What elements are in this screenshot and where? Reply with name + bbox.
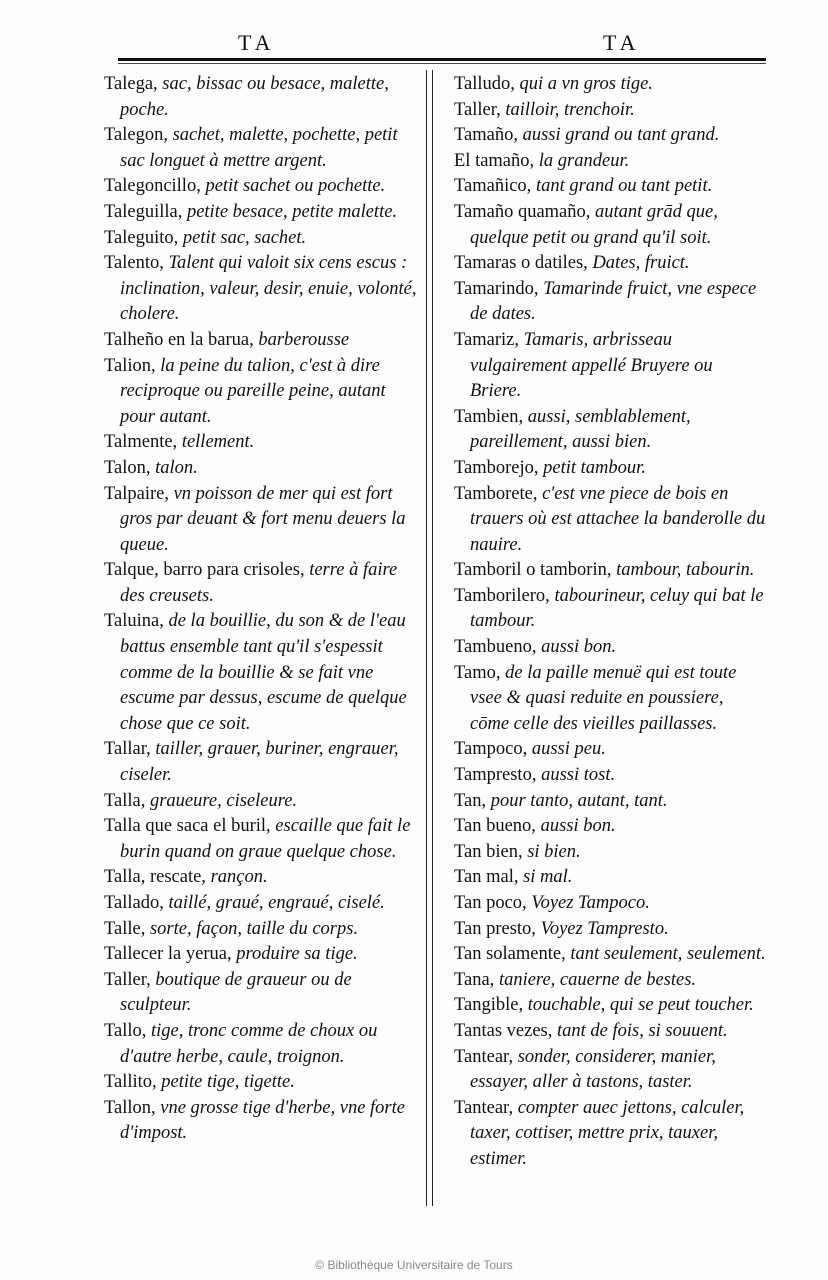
entry-definition: boutique de graueur ou de sculpteur. bbox=[120, 969, 352, 1016]
header-rule-thin bbox=[118, 63, 766, 64]
entry-headword: Talon, bbox=[104, 457, 151, 478]
dictionary-entry bbox=[454, 1019, 766, 1045]
entry-definition: tambour, tabourin. bbox=[611, 560, 755, 581]
dictionary-entry bbox=[104, 482, 420, 559]
entry-headword: Tan bueno, bbox=[454, 816, 536, 837]
entry-headword: Talla, rescate, bbox=[104, 867, 206, 888]
entry-headword: Tambueno, bbox=[454, 637, 537, 658]
entry-headword: Tallon, bbox=[104, 1097, 156, 1118]
dictionary-entry bbox=[104, 609, 420, 737]
entry-definition: Voyez Tampresto. bbox=[535, 918, 669, 939]
entry-headword: Taller, bbox=[454, 99, 501, 120]
dictionary-entry bbox=[104, 891, 420, 917]
entry-definition: produire sa tige. bbox=[231, 944, 358, 965]
dictionary-entry bbox=[454, 558, 766, 584]
dictionary-entry bbox=[104, 1096, 420, 1147]
dictionary-entry bbox=[104, 174, 420, 200]
entry-headword: Talegon, bbox=[104, 125, 168, 146]
dictionary-entry bbox=[454, 814, 766, 840]
dictionary-entry bbox=[454, 405, 766, 456]
entry-headword: Taleguito, bbox=[104, 227, 179, 248]
entry-headword: Tangible, bbox=[454, 995, 524, 1016]
entry-definition: aussi peu. bbox=[527, 739, 606, 760]
entry-headword: Tamaras o datiles, bbox=[454, 253, 588, 274]
dictionary-entry bbox=[454, 968, 766, 994]
entry-headword: Tan presto, bbox=[454, 918, 536, 939]
dictionary-entry bbox=[454, 661, 766, 738]
entry-headword: Talega, bbox=[104, 74, 158, 94]
entry-definition: Voyez Tampoco. bbox=[526, 893, 650, 913]
entry-definition: si mal. bbox=[518, 867, 573, 888]
entry-headword: Talion, bbox=[104, 355, 156, 376]
entry-definition: petite besace, petite malette. bbox=[182, 201, 398, 222]
running-header bbox=[118, 28, 766, 58]
entry-headword: Tallar, bbox=[104, 739, 151, 760]
entry-definition: pour tanto, autant, tant. bbox=[486, 790, 668, 811]
entry-headword: Taleguilla, bbox=[104, 201, 183, 222]
entry-definition: aussi grand ou tant grand. bbox=[517, 125, 720, 146]
entry-headword: Talheño en la barua, bbox=[104, 329, 254, 350]
entry-definition: vn poisson de mer qui est fort gros par deuant & fort menu deuers la queue. bbox=[120, 483, 406, 555]
dictionary-entry bbox=[104, 1070, 420, 1096]
dictionary-entry bbox=[104, 1019, 420, 1070]
dictionary-entry bbox=[454, 328, 766, 405]
entry-headword: Tamborilero, bbox=[454, 585, 550, 606]
entry-definition: aussi bon. bbox=[536, 637, 617, 658]
dictionary-entry bbox=[104, 942, 420, 968]
entry-headword: Talegoncillo, bbox=[104, 176, 201, 197]
entry-headword: Tantas vezes, bbox=[454, 1020, 553, 1041]
entry-definition: c'est vne piece de bois en trauers où est attachee la banderolle du nauire. bbox=[470, 483, 766, 555]
entry-definition: sachet, malette, pochette, petit sac longuet à mettre argent. bbox=[120, 125, 398, 171]
dictionary-entry bbox=[104, 200, 420, 226]
entry-definition: petit tambour. bbox=[538, 457, 646, 478]
dictionary-entry bbox=[454, 789, 766, 815]
dictionary-entry bbox=[104, 226, 420, 252]
dictionary-entry bbox=[454, 1096, 766, 1173]
entry-headword: Tallado, bbox=[104, 893, 164, 913]
left-column bbox=[104, 72, 420, 1147]
entry-headword: Taller, bbox=[104, 969, 151, 990]
entry-definition: Talent qui valoit six cens escus : inclination, valeur, desir, enuie, volonté, cholere. bbox=[120, 253, 417, 325]
entry-definition: tige, tronc comme de choux ou d'autre herbe, caule, troignon. bbox=[120, 1020, 378, 1067]
dictionary-entry bbox=[454, 1045, 766, 1096]
entry-definition: de la bouillie, du son & de l'eau battus ensemble tant qu'il s'espessit comme de la bouillie & se fait vne escume par dessus, escume de quelque chose que ce soit. bbox=[120, 611, 407, 734]
entry-definition: petite tige, tigette. bbox=[156, 1072, 295, 1093]
entry-definition: la peine du talion, c'est à dire reciproque ou pareille peine, autant pour autant. bbox=[120, 355, 386, 427]
entry-definition: si bien. bbox=[522, 841, 581, 862]
entry-headword: Tallecer la yerua, bbox=[104, 944, 232, 965]
column-divider bbox=[426, 70, 433, 1206]
entry-definition: tabourineur, celuy qui bat le tambour. bbox=[470, 585, 764, 632]
entry-definition: aussi bon. bbox=[535, 816, 616, 837]
entry-definition: taillé, graué, engraué, ciselé. bbox=[163, 893, 385, 913]
dictionary-entry bbox=[454, 174, 766, 200]
dictionary-entry bbox=[104, 789, 420, 815]
entry-definition: sorte, façon, taille du corps. bbox=[145, 918, 359, 939]
dictionary-entry bbox=[104, 72, 420, 123]
entry-headword: El tamaño, bbox=[454, 150, 535, 171]
entry-definition: tant de fois, si souuent. bbox=[552, 1020, 728, 1041]
entry-definition: Dates, fruict. bbox=[587, 253, 690, 274]
entry-definition: Tamarinde fruict, vne espece de dates. bbox=[470, 278, 757, 325]
entry-definition: tant grand ou tant petit. bbox=[531, 176, 713, 197]
entry-definition: escaille que fait le burin quand on graue quelque chose. bbox=[120, 816, 411, 862]
dictionary-entry bbox=[104, 917, 420, 943]
entry-definition: terre à faire des creusets. bbox=[120, 560, 398, 606]
dictionary-entry bbox=[454, 993, 766, 1019]
entry-headword: Tampresto, bbox=[454, 765, 537, 786]
entry-definition: tailler, grauer, buriner, engrauer, ciseler. bbox=[120, 739, 399, 786]
entry-headword: Tamaño, bbox=[454, 125, 518, 146]
right-column bbox=[454, 72, 766, 1173]
entry-headword: Tan poco, bbox=[454, 893, 527, 913]
entry-definition: touchable, qui se peut toucher. bbox=[523, 995, 754, 1016]
dictionary-entry bbox=[454, 942, 766, 968]
dictionary-entry bbox=[454, 917, 766, 943]
entry-definition: sonder, considerer, manier, essayer, aller à tastons, taster. bbox=[470, 1046, 716, 1093]
entry-headword: Tan, bbox=[454, 790, 487, 811]
entry-headword: Tallito, bbox=[104, 1072, 157, 1093]
entry-definition: aussi tost. bbox=[536, 765, 616, 786]
entry-headword: Tambien, bbox=[454, 406, 524, 427]
dictionary-entry bbox=[454, 72, 766, 98]
entry-headword: Tan mal, bbox=[454, 867, 519, 888]
dictionary-entry bbox=[454, 277, 766, 328]
dictionary-entry bbox=[104, 968, 420, 1019]
entry-definition: tellement. bbox=[177, 432, 255, 453]
dictionary-entry bbox=[104, 328, 420, 354]
header-right: TA bbox=[603, 30, 641, 55]
entry-definition: rançon. bbox=[205, 867, 268, 888]
entry-headword: Tamo, bbox=[454, 662, 501, 683]
entry-headword: Tana, bbox=[454, 969, 495, 990]
dictionary-entry bbox=[454, 584, 766, 635]
entry-headword: Tan solamente, bbox=[454, 944, 566, 965]
entry-definition: compter auec jettons, calculer, taxer, cottiser, mettre prix, tauxer, estimer. bbox=[470, 1097, 745, 1169]
dictionary-entry bbox=[454, 251, 766, 277]
entry-headword: Tallo, bbox=[104, 1020, 147, 1041]
entry-headword: Tantear, bbox=[454, 1046, 514, 1067]
entry-definition: la grandeur. bbox=[534, 150, 630, 171]
dictionary-entry bbox=[104, 430, 420, 456]
dictionary-entry bbox=[104, 456, 420, 482]
dictionary-entry bbox=[104, 354, 420, 431]
entry-definition: barberousse bbox=[253, 329, 350, 350]
dictionary-entry bbox=[104, 558, 420, 609]
entry-headword: Tamborete, bbox=[454, 483, 538, 504]
entry-headword: Talque, barro para crisoles, bbox=[104, 560, 305, 581]
entry-definition: tant seulement, seulement. bbox=[565, 944, 766, 965]
entry-definition: talon. bbox=[150, 457, 198, 478]
entry-definition: tailloir, trenchoir. bbox=[500, 99, 635, 120]
dictionary-entry bbox=[104, 865, 420, 891]
header-rule bbox=[118, 58, 766, 61]
entry-headword: Tantear, bbox=[454, 1097, 514, 1118]
entry-headword: Talle, bbox=[104, 918, 146, 939]
entry-definition: aussi, semblablement, pareillement, aussi bien. bbox=[470, 406, 691, 453]
entry-headword: Talpaire, bbox=[104, 483, 169, 504]
entry-definition: sac, bissac ou besace, malette, poche. bbox=[120, 74, 389, 120]
dictionary-entry bbox=[104, 814, 420, 865]
entry-definition: qui a vn gros tige. bbox=[514, 74, 653, 94]
entry-headword: Talento, bbox=[104, 253, 164, 274]
entry-headword: Tamaño quamaño, bbox=[454, 201, 591, 222]
dictionary-entry bbox=[454, 456, 766, 482]
library-credit: © Bibliothèque Universitaire de Tours bbox=[315, 1258, 513, 1272]
dictionary-entry bbox=[454, 865, 766, 891]
dictionary-entry bbox=[454, 200, 766, 251]
dictionary-entry bbox=[454, 98, 766, 124]
entry-headword: Tamañico, bbox=[454, 176, 532, 197]
entry-definition: Tamaris, arbrisseau vulgairement appellé Bruyere ou Briere. bbox=[470, 329, 713, 402]
entry-definition: vne grosse tige d'herbe, vne forte d'impost. bbox=[120, 1097, 405, 1144]
entry-headword: Talludo, bbox=[454, 74, 515, 94]
dictionary-entry bbox=[454, 737, 766, 763]
dictionary-entry bbox=[454, 840, 766, 866]
entry-definition: de la paille menuë qui est toute vsee & quasi reduite en poussiere, cōme celle des vieilles paillasses. bbox=[470, 662, 737, 734]
entry-headword: Talmente, bbox=[104, 432, 178, 453]
dictionary-entry bbox=[454, 123, 766, 149]
entry-headword: Tamborejo, bbox=[454, 457, 539, 478]
entry-headword: Tampoco, bbox=[454, 739, 528, 760]
entry-definition: graueure, ciseleure. bbox=[145, 790, 298, 811]
entry-headword: Taluina, bbox=[104, 611, 164, 632]
entry-headword: Tamarindo, bbox=[454, 278, 539, 299]
dictionary-entry bbox=[454, 635, 766, 661]
dictionary-entry bbox=[454, 891, 766, 917]
dictionary-entry bbox=[104, 123, 420, 174]
entry-definition: taniere, cauerne de bestes. bbox=[494, 969, 697, 990]
entry-headword: Tamboril o tamborin, bbox=[454, 560, 612, 581]
dictionary-entry bbox=[104, 737, 420, 788]
entry-headword: Talla, bbox=[104, 790, 146, 811]
entry-headword: Tamariz, bbox=[454, 329, 519, 350]
entry-definition: petit sac, sachet. bbox=[178, 227, 307, 248]
entry-headword: Talla que saca el buril, bbox=[104, 816, 271, 837]
header-left: TA bbox=[238, 30, 276, 55]
dictionary-entry bbox=[454, 482, 766, 559]
dictionary-entry bbox=[104, 251, 420, 328]
entry-headword: Tan bien, bbox=[454, 841, 523, 862]
dictionary-entry bbox=[454, 763, 766, 789]
dictionary-entry bbox=[454, 149, 766, 175]
entry-definition: autant grād que, quelque petit ou grand qu'il soit. bbox=[470, 201, 718, 248]
entry-definition: petit sachet ou pochette. bbox=[200, 176, 386, 197]
